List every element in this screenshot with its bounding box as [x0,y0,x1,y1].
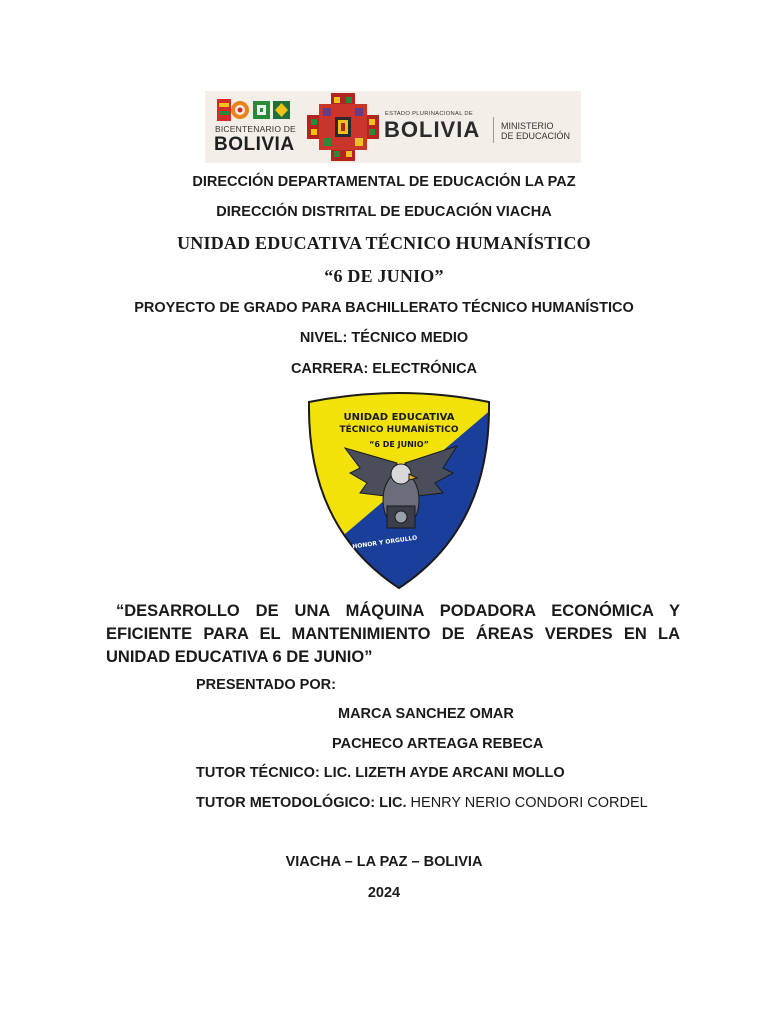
tutor-tecnico: TUTOR TÉCNICO: LIC. LIZETH AYDE ARCANI MOLLO [196,765,565,781]
shield-line2: TÉCNICO HUMANÍSTICO [339,425,459,435]
ministerio-label: MINISTERIO [501,121,554,131]
tutor-metodologico [196,795,648,811]
logo-divider [493,117,494,143]
unidad-educativa-title: UNIDAD EDUCATIVA TÉCNICO HUMANÍSTICO [177,233,591,253]
author-2: PACHECO ARTEAGA REBECA [332,736,544,752]
direccion-distrital: DIRECCIÓN DISTRITAL DE EDUCACIÓN VIACHA [216,204,552,220]
carrera: CARRERA: ELECTRÓNICA [290,361,478,377]
project-title-line1: “DESARROLLO DE UNA MÁQUINA PODADORA ECONÓMICA Y [116,602,680,620]
project-title-line3: UNIDAD EDUCATIVA 6 DE JUNIO” [106,648,373,666]
tutor-metodologico-label: TUTOR METODOLÓGICO: LIC. [196,795,407,811]
presentado-por-label: PRESENTADO POR: [196,677,336,693]
unidad-educativa-name: “6 DE JUNIO” [324,266,444,286]
project-title [106,600,680,669]
shield-motto: HONOR Y ORGULLO [351,534,418,551]
author-1: MARCA SANCHEZ OMAR [338,706,514,722]
estado-bolivia-wordmark: BOLIVIA [384,117,481,142]
year: 2024 [367,885,401,901]
tutor-metodologico-name: HENRY NERIO CONDORI CORDEL [410,795,648,811]
de-educacion-label: DE EDUCACIÓN [501,131,571,141]
school-shield-icon [305,388,493,591]
bicentenario-logo-icon [217,99,291,121]
chakana-emblem-icon [307,93,379,161]
nivel: NIVEL: TÉCNICO MEDIO [299,330,469,346]
proyecto-de-grado: PROYECTO DE GRADO PARA BACHILLERATO TÉCNICO HUMANÍSTICO [134,300,634,316]
header-logo-banner [205,91,581,163]
direccion-departamental: DIRECCIÓN DEPARTAMENTAL DE EDUCACIÓN LA PAZ [192,174,576,190]
shield-line1: UNIDAD EDUCATIVA [343,412,455,423]
bicentenario-label: BICENTENARIO DE [215,124,296,134]
bicentenario-bolivia: BOLIVIA [214,134,295,155]
estado-plurinacional-label: ESTADO PLURINACIONAL DE [385,111,474,117]
shield-line3: “6 DE JUNIO” [369,440,429,449]
location: VIACHA – LA PAZ – BOLIVIA [285,854,483,870]
project-title-line2: EFICIENTE PARA EL MANTENIMIENTO DE ÁREAS VERDES EN LA [106,625,680,643]
